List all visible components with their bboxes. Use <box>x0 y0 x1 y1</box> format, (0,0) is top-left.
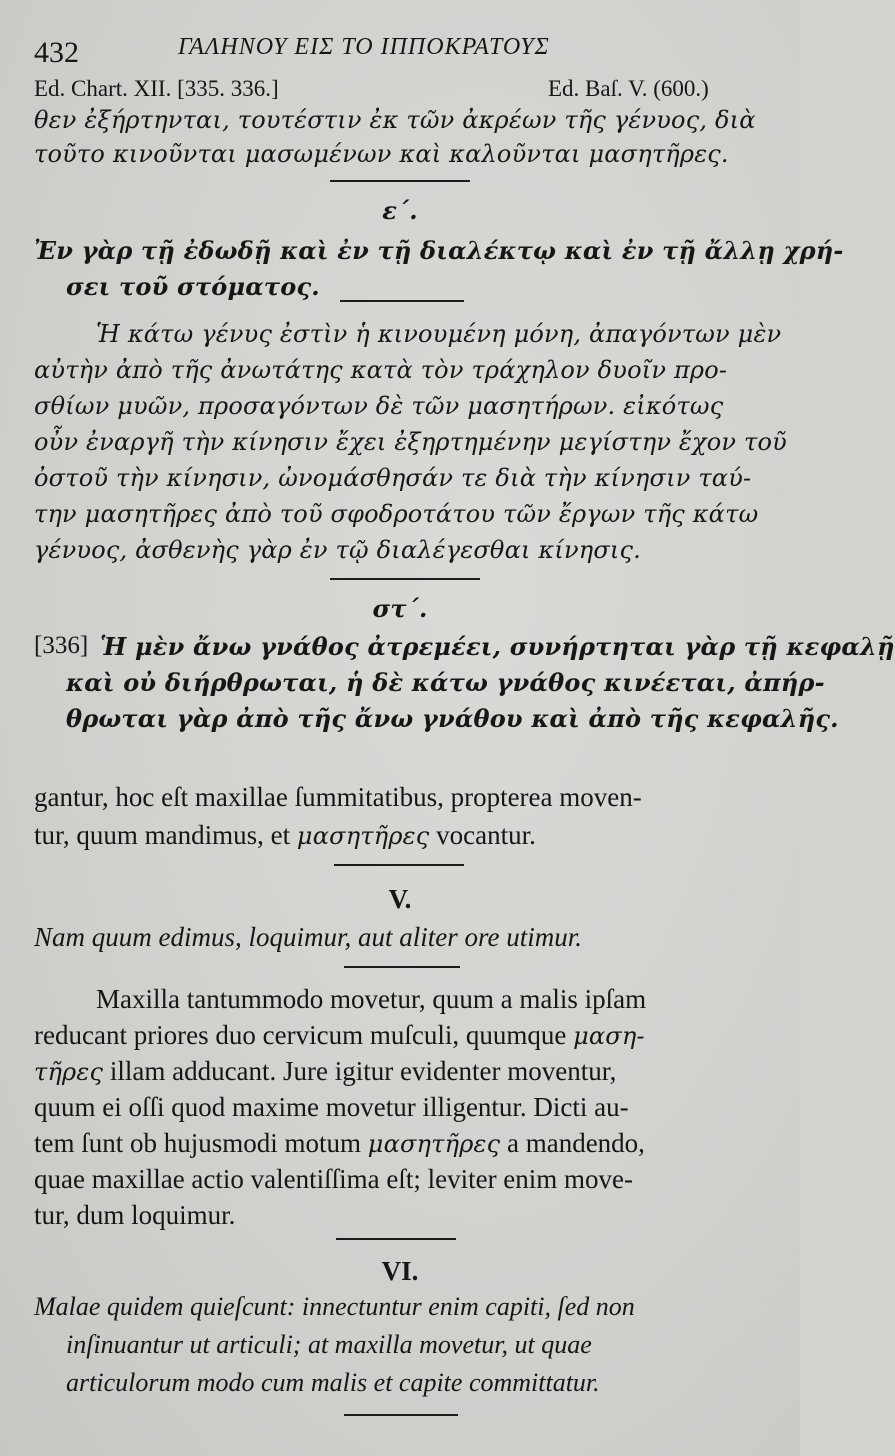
greek-section-6-marker: [336] <box>34 632 89 659</box>
latin-commentary-line <box>34 1128 645 1159</box>
section-divider <box>336 1238 456 1240</box>
latin-continuation-line <box>34 820 536 851</box>
latin-text-fragment: illam adducant. Jure igitur evidenter moventur, <box>103 1056 617 1086</box>
greek-word: μαση- <box>573 1022 645 1050</box>
latin-section-6-text: Malae quidem quieſcunt: innectuntur enim capiti, ſed non <box>34 1292 635 1321</box>
greek-word: μασητῆρες <box>296 822 430 850</box>
latin-section-5-text: Nam quum edimus, loquimur, aut aliter ore utimur. <box>34 922 583 952</box>
latin-section-6-text: articulorum modo cum malis et capite committatur. <box>66 1368 600 1397</box>
latin-commentary-line <box>34 1020 645 1051</box>
section-divider <box>344 1414 458 1416</box>
greek-section-6-text: θρωται γὰρ ἀπὸ τῆς ἄνω γνάθου καὶ ἀπὸ τῆς κεφαλῆς. <box>66 704 839 733</box>
greek-section-5-label: ε΄. <box>382 196 418 225</box>
section-divider <box>330 578 480 580</box>
latin-text-fragment: tem ſunt ob hujusmodi motum <box>34 1128 368 1158</box>
latin-section-5-label: V. <box>388 884 412 914</box>
greek-section-5-text: σει τοῦ στόματος. <box>66 272 320 301</box>
section-divider <box>334 864 464 866</box>
greek-commentary-line: οὖν ἐναργῆ τὴν κίνησιν ἔχει ἐξηρτημένην μεγίστην ἔχον τοῦ <box>34 428 787 456</box>
latin-commentary-line: quae maxillae actio valentiſſima eſt; leviter enim move- <box>34 1164 634 1194</box>
latin-text-fragment: reducant priores duo cervicum muſculi, quumque <box>34 1020 574 1050</box>
latin-commentary-line <box>34 1056 616 1087</box>
latin-commentary-line: Maxilla tantummodo movetur, quum a malis ipſam <box>96 984 647 1014</box>
greek-commentary-line: Ἡ κάτω γένυς ἐστὶν ἡ κινουμένη μόνη, ἀπαγόντων μὲν <box>96 320 782 348</box>
greek-commentary-line: γένυος, ἀσθενὴς γὰρ ἐν τῷ διαλέγεσθαι κίνησις. <box>34 536 642 564</box>
greek-word: μασητῆρες <box>367 1130 501 1158</box>
greek-section-6-text: Ἡ μὲν ἄνω γνάθος ἀτρεμέει, συνήρτηται γὰρ τῇ κεφαλῇ <box>100 632 895 661</box>
greek-section-5-text: Ἐν γὰρ τῇ ἐδωδῇ καὶ ἐν τῇ διαλέκτῳ καὶ ἐν τῇ ἄλλῃ χρή- <box>34 236 844 265</box>
edition-chart-reference: Ed. Chart. XII. [335. 336.] <box>34 76 279 101</box>
greek-commentary-line: την μασητῆρες ἀπὸ τοῦ σφοδροτάτου τῶν ἔργων τῆς κάτω <box>34 500 759 528</box>
section-divider <box>340 300 464 302</box>
greek-continuation-line: τοῦτο κινοῦνται μασωμένων καὶ καλοῦνται μασητῆρες. <box>34 140 729 168</box>
latin-section-6-label: VI. <box>381 1256 419 1286</box>
greek-section-6-text: καὶ οὐ διήρθρωται, ἡ δὲ κάτω γνάθος κινέεται, ἀπήρ- <box>66 668 825 697</box>
latin-commentary-line: tur, dum loquimur. <box>34 1200 236 1230</box>
greek-commentary-line: αὐτὴν ἀπὸ τῆς ἀνωτάτης κατὰ τὸν τράχηλον δυοῖν προ- <box>34 356 728 384</box>
greek-commentary-line: ὀστοῦ τὴν κίνησιν, ὠνομάσθησάν τε διὰ τὴν κίνησιν ταύ- <box>34 464 752 492</box>
latin-text-fragment: tur, quum mandimus, et <box>34 820 297 850</box>
latin-text-fragment: a mandendo, <box>500 1128 645 1158</box>
greek-continuation-line: θεν ἐξήρτηνται, τουτέστιν ἐκ τῶν ἀκρέων τῆς γένυος, διὰ <box>34 106 756 134</box>
page-number: 432 <box>34 36 79 69</box>
greek-word: τῆρες <box>34 1058 104 1086</box>
section-divider <box>344 966 460 968</box>
running-title: ΓΑΛΗΝΟΥ ΕΙΣ ΤΟ ΙΠΠΟΚΡΑΤΟΥΣ <box>178 34 550 60</box>
greek-commentary-line: σθίων μυῶν, προσαγόντων δὲ τῶν μασητήρων. εἰκότως <box>34 392 724 420</box>
section-divider <box>330 180 470 182</box>
latin-text-fragment: vocantur. <box>429 820 536 850</box>
greek-section-6-label: στ΄. <box>372 594 428 623</box>
edition-basel-reference: Ed. Baſ. V. (600.) <box>548 76 709 101</box>
latin-section-6-text: inſinuantur ut articuli; at maxilla movetur, ut quae <box>66 1330 592 1359</box>
latin-continuation-line: gantur, hoc eſt maxillae ſummitatibus, propterea moven- <box>34 782 642 812</box>
latin-commentary-line: quum ei oſſi quod maxime movetur illigentur. Dicti au- <box>34 1092 629 1122</box>
